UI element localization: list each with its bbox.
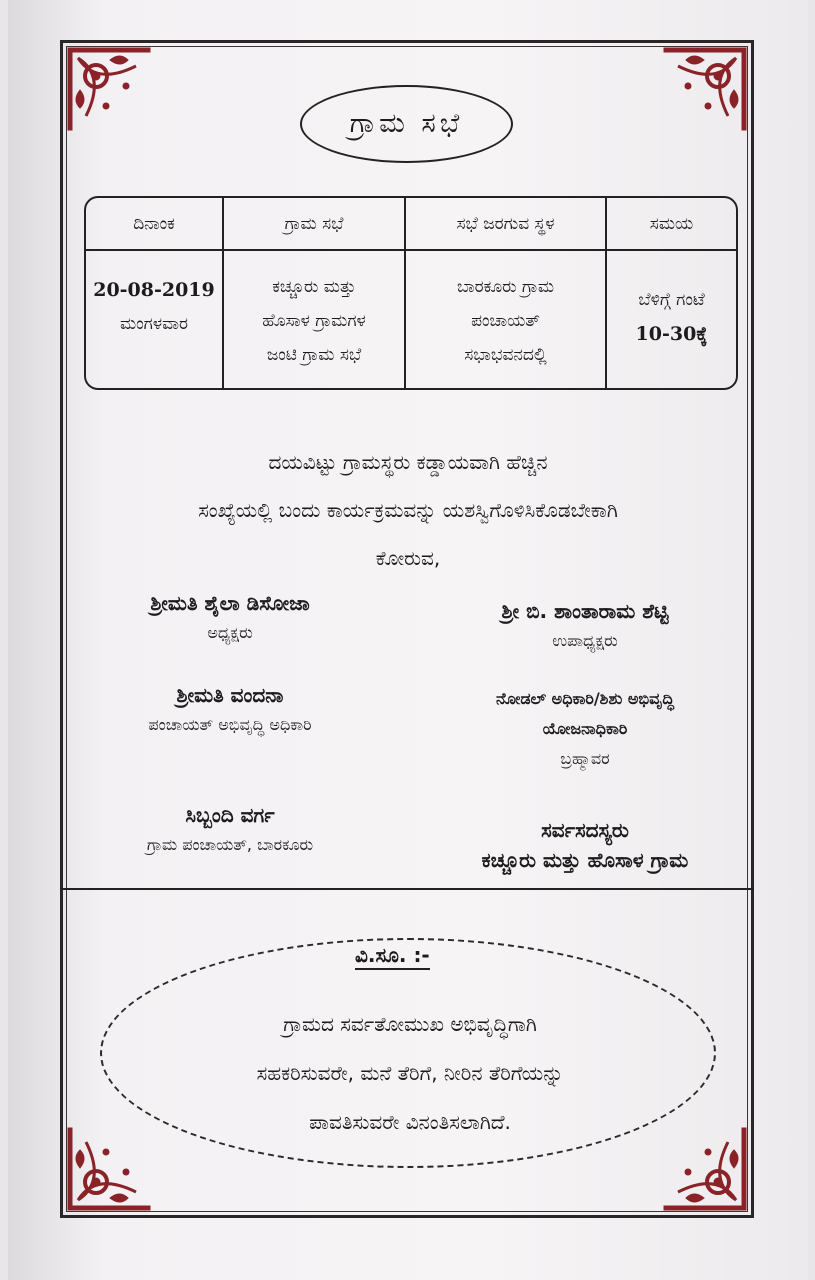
header-time: ಸಮಯ [649,213,694,234]
signatory-role: ಕಚ್ಚೂರು ಮತ್ತು ಹೊಸಾಳ ಗ್ರಾಮ [481,848,689,872]
note-line: ಪಾವತಿಸುವರೇ ವಿನಂತಿಸಲಾಗಿದೆ. [309,1110,511,1134]
signatory-nodal-officer [420,684,750,774]
corner-ornament-top-right-icon [658,46,748,136]
page-title-text: ಗ್ರಾಮ ಸಭೆ [349,108,464,139]
sabhe-line: ಕಚ್ಚೂರು ಮತ್ತು [272,276,356,297]
signatory-name: ಶ್ರೀಮತಿ ಶೈಲಾ ಡಿಸೋಜಾ [150,591,310,615]
signatory-name: ಶ್ರೀ ಬಿ. ಶಾಂತಾರಾಮ ಶೆಟ್ಟಿ [501,599,669,623]
appeal-line: ಕೋರುವ, [375,546,441,570]
signatory-name: ನೋಡಲ್ ಅಧಿಕಾರಿ/ಶಿಶು ಅಭಿವೃದ್ಧಿ [496,689,674,708]
appeal-line: ದಯವಿಟ್ಟು ಗ್ರಾಮಸ್ಥರು ಕಡ್ಡಾಯವಾಗಿ ಹೆಚ್ಚಿನ [268,450,548,474]
page-title [300,85,513,163]
note-line: ಸಹಕರಿಸುವರೇ, ಮನೆ ತೆರಿಗೆ, ನೀರಿನ ತೆರಿಗೆಯನ್ನು [256,1061,564,1085]
cell-time [607,251,736,390]
cell-sabhe [224,251,404,390]
appeal-paragraph [70,438,746,582]
header-date: ದಿನಾಂಕ [133,213,175,234]
cell-date [86,251,222,390]
day-value: ಮಂಗಳವಾರ [119,314,189,334]
note-body [140,1000,680,1147]
signatory-president [70,588,390,648]
time-label: ಬೆಳಿಗ್ಗೆ ಗಂಟೆ [638,290,705,310]
venue-line: ಪಂಚಾಯತ್ [471,310,540,331]
signatory-name: ಯೋಜನಾಧಿಕಾರಿ [542,719,628,738]
signatory-pdo [70,680,390,740]
signatory-role: ಗ್ರಾಮ ಪಂಚಾಯತ್, ಬಾರಕೂರು [146,835,314,854]
sabhe-line: ಜಂಟಿ ಗ್ರಾಮ ಸಭೆ [266,344,362,365]
note-title: ವಿ.ಸೂ. :- [355,942,430,970]
header-venue: ಸಭೆ ಜರಗುವ ಸ್ಥಳ [456,213,555,234]
venue-line: ಸಭಾಭವನದಲ್ಲಿ [464,344,547,365]
signatory-members [420,815,750,875]
sabhe-line: ಹೊಸಾಳ ಗ್ರಾಮಗಳ [262,310,366,331]
cell-venue [406,251,605,390]
signatory-name: ಶ್ರೀಮತಿ ವಂದನಾ [176,683,284,707]
signatory-vice-president [420,596,750,656]
corner-ornament-top-left-icon [66,46,156,136]
signatory-role: ಉಪಾಧ್ಯಕ್ಷರು [552,631,618,650]
signatory-role: ಅಧ್ಯಕ್ಷರು [207,623,253,642]
header-sabhe: ಗ್ರಾಮ ಸಭೆ [284,213,344,234]
signatory-role: ಪಂಚಾಯತ್ ಅಭಿವೃದ್ಧಿ ಅಧಿಕಾರಿ [148,715,312,734]
note-line: ಗ್ರಾಮದ ಸರ್ವತೋಮುಖ ಅಭಿವೃದ್ಧಿಗಾಗಿ [283,1012,537,1036]
section-divider [60,888,754,890]
appeal-line: ಸಂಖ್ಯೆಯಲ್ಲಿ ಬಂದು ಕಾರ್ಯಕ್ರಮವನ್ನು ಯಶಸ್ವಿಗೊಳಿಸಿಕೊಡಬೇಕಾಗಿ [198,498,618,522]
schedule-table [84,196,738,390]
signatory-staff [70,800,390,860]
signatory-role: ಬ್ರಹ್ಮಾವರ [560,749,610,768]
venue-line: ಬಾರಕೂರು ಗ್ರಾಮ [456,276,555,297]
date-value: 20-08-2019 [93,279,215,301]
time-value: 10-30ಕ್ಕೆ [635,323,708,345]
signatory-name: ಸರ್ವಸದಸ್ಯರು [541,818,629,842]
signatory-name: ಸಿಬ್ಬಂದಿ ವರ್ಗ [185,803,275,827]
